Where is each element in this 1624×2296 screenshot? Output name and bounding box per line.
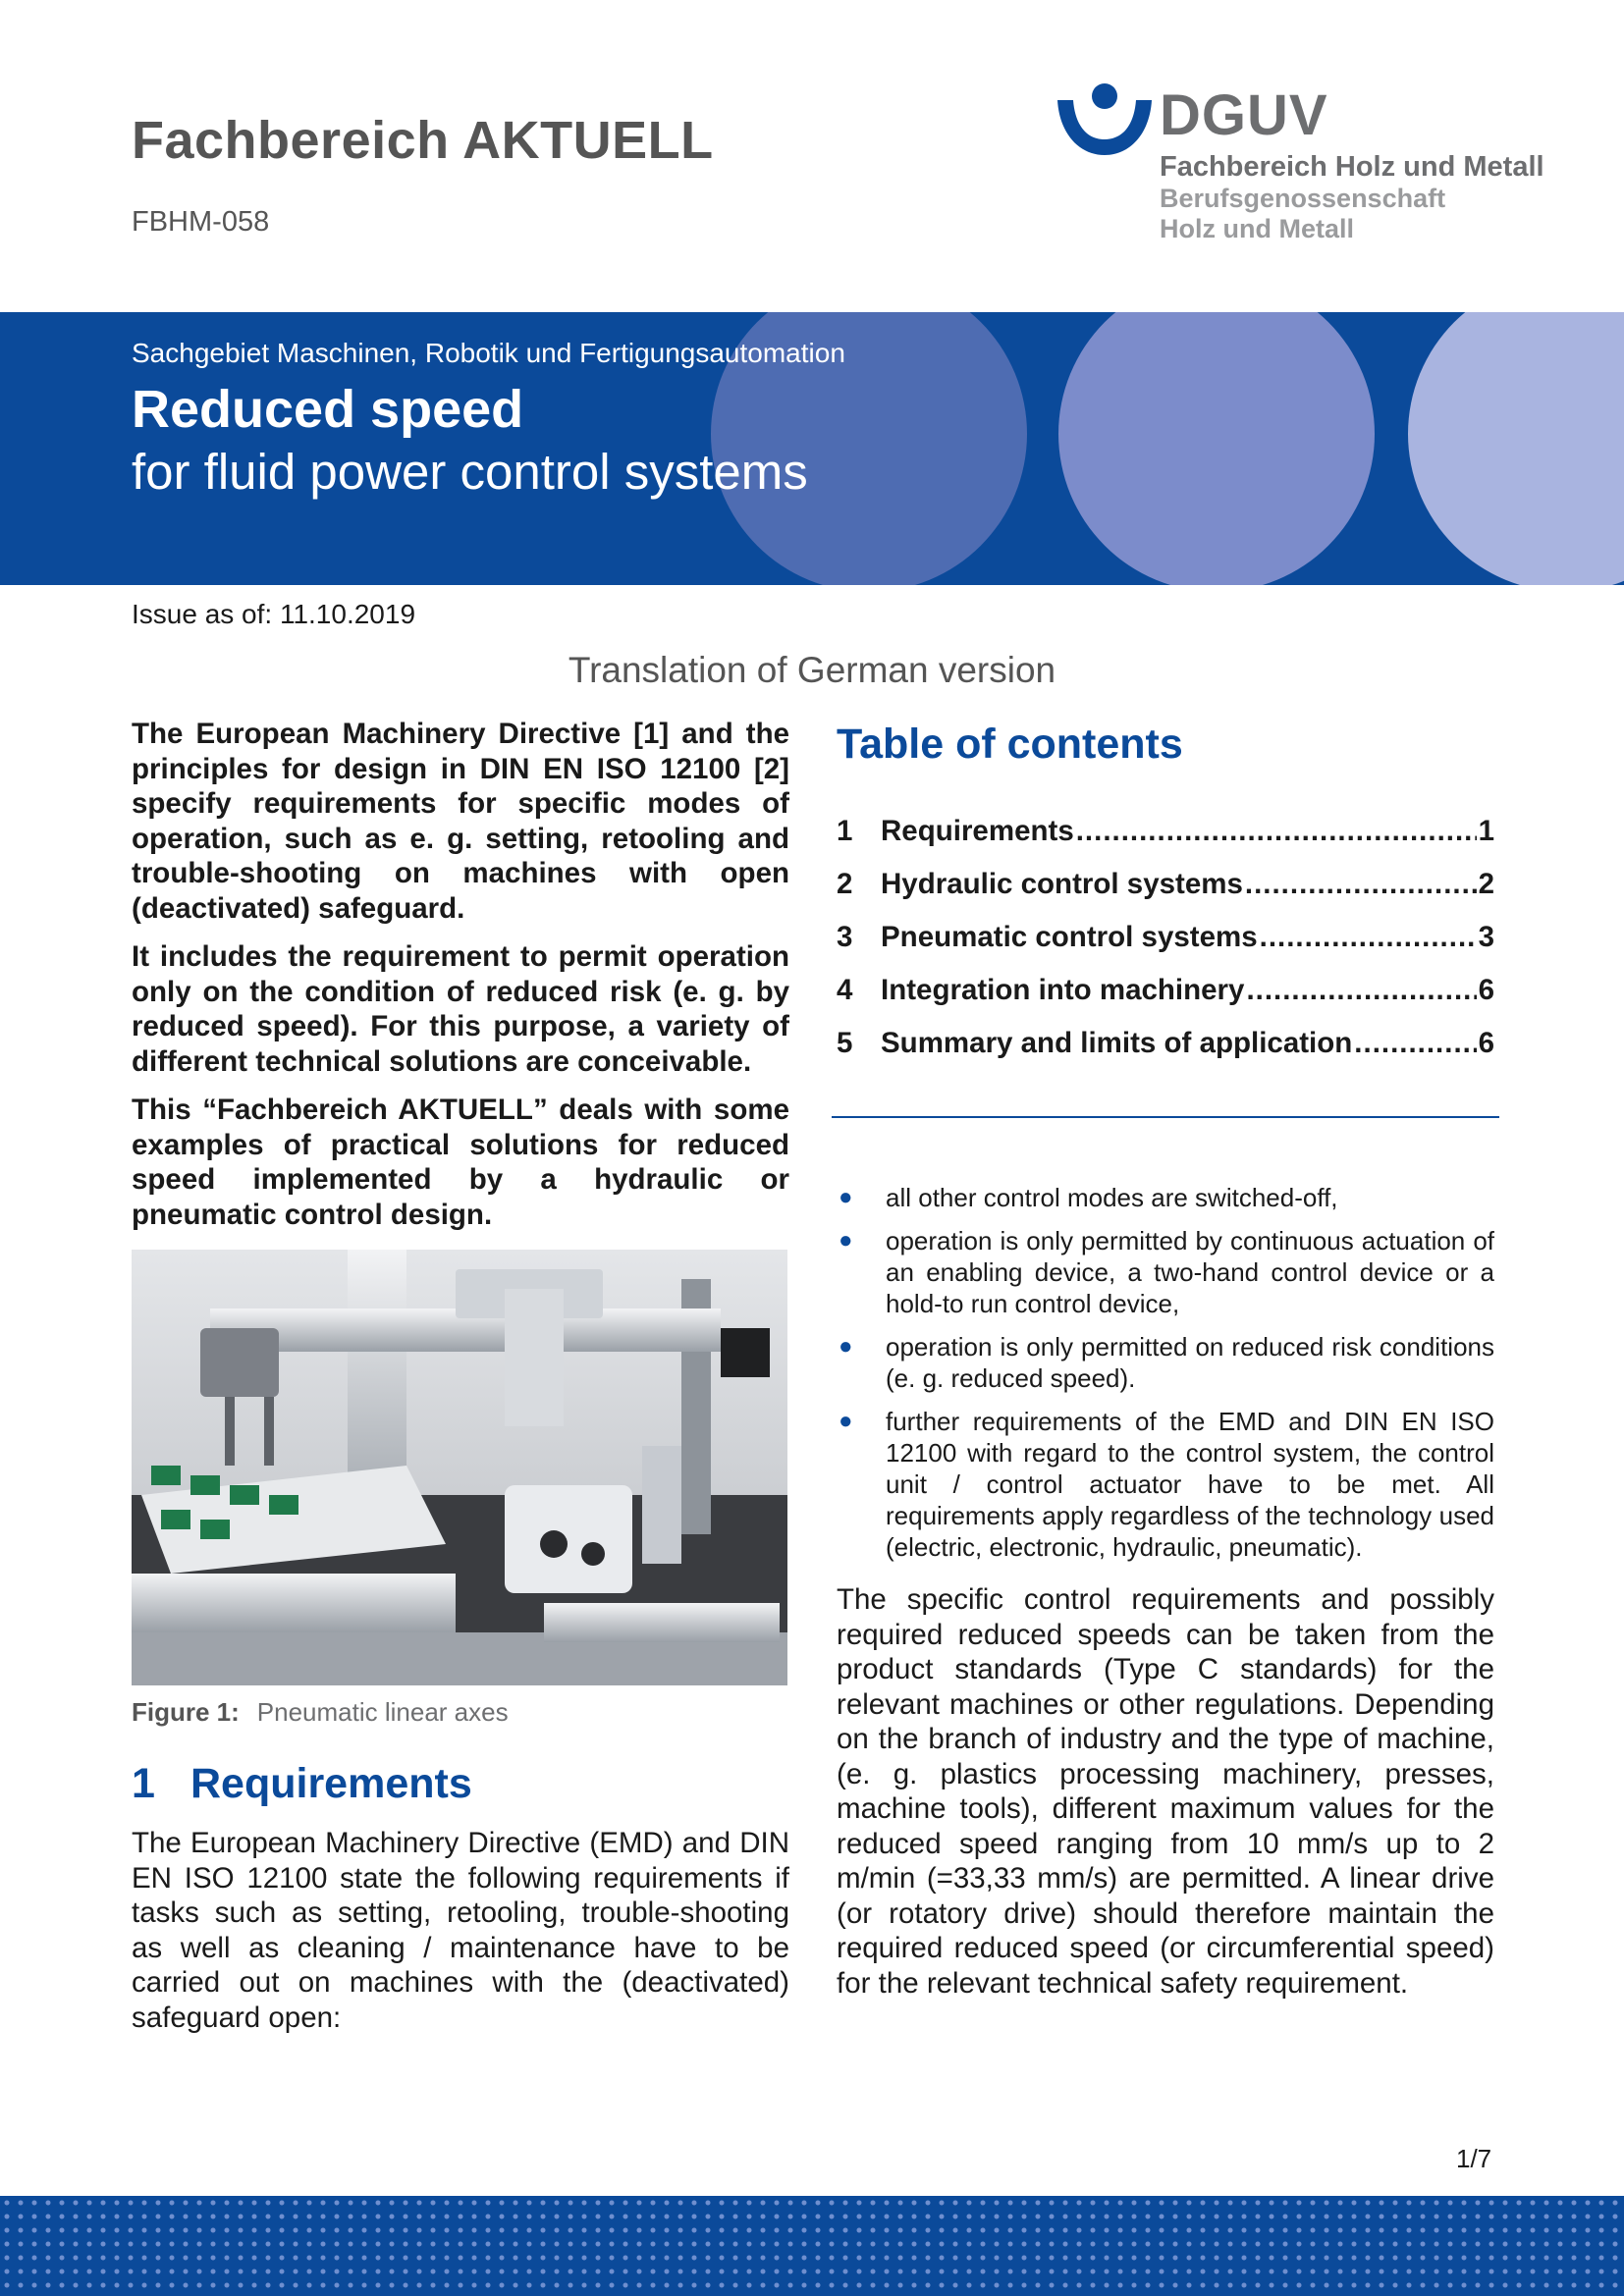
intro-paragraph: This “Fachbereich AKTUELL” deals with some examples of practical solutions for reduced speed implemented by a hydraulic or pneumatic control design. — [132, 1094, 789, 1231]
logo-line-2: Berufsgenossenschaft — [1160, 184, 1446, 213]
list-item-text: further requirements of the EMD and DIN EN ISO 12100 with regard to the control system, the control unit / control actuator have to be met. All requirements apply regardless of the technology used (electric, electronic, hydraulic, pneumatic). — [886, 1407, 1494, 1562]
toc-item-label: Summary and limits of application — [881, 1027, 1353, 1059]
title-banner — [0, 312, 1624, 585]
list-item-text: all other control modes are switched-off, — [886, 1183, 1338, 1212]
toc-leader — [1076, 815, 1477, 848]
list-item — [837, 1406, 1494, 1563]
figure-caption — [132, 1697, 509, 1728]
list-item — [837, 1182, 1494, 1213]
bullet-icon: ● — [839, 1408, 853, 1434]
list-item-text: operation is only permitted on reduced risk conditions (e. g. reduced speed). — [886, 1332, 1494, 1393]
toc-item-page: 1 — [1478, 815, 1494, 847]
pneumatic-axes-illustration — [132, 1250, 787, 1685]
section-title: Requirements — [190, 1760, 472, 1807]
toc-leader — [1245, 868, 1477, 901]
requirements-list — [837, 1182, 1494, 1575]
toc-item-number: 1 — [837, 815, 853, 847]
banner-circle-2 — [1058, 312, 1375, 585]
dguv-logo — [1054, 82, 1544, 249]
logo-brand: DGUV — [1160, 83, 1328, 147]
toc-item-number: 4 — [837, 974, 853, 1006]
intro-paragraph: It includes the requirement to permit operation only on the condition of reduced risk (e. g. by reduced speed). For this purpose, a variety of different technical solutions are conceivable. — [132, 940, 789, 1078]
toc-item-label: Integration into machinery — [881, 974, 1245, 1006]
toc-item-label: Hydraulic control systems — [881, 868, 1243, 900]
banner-circle-3 — [1408, 312, 1624, 585]
table-of-contents — [837, 815, 1494, 1080]
toc-item-page: 2 — [1478, 868, 1494, 900]
body-paragraph: The specific control requirements and possibly required reduced speeds can be taken from the product standards (Type C standards) for the relevant machines or other regulations. Depending on the branch of industry and the type of machine, (e. g. plastics processing machinery, presses, machine tools), different maximum values for the reduced speed ranging from 10 mm/s up to 2 m/min (=33,33 mm/s) are permitted. A linear drive (or rotatory drive) should therefore maintain the required reduced speed (or circumferential speed) for the relevant technical safety requirement. — [837, 1583, 1494, 2000]
figure-caption-text: Pneumatic linear axes — [256, 1697, 509, 1727]
banner-subtitle: for fluid power control systems — [132, 444, 808, 500]
dguv-logo-icon — [1054, 82, 1156, 161]
intro-paragraph: The European Machinery Directive [1] and the principles for design in DIN EN ISO 12100 [2] specify requirements for specific modes of operation, such as e. g. setting, retooling and trouble-shooting on machines with open (deactivated) safeguard. — [132, 718, 789, 925]
banner-subject: Sachgebiet Maschinen, Robotik und Fertigungsautomation — [132, 338, 845, 368]
list-item-text: operation is only permitted by continuous actuation of an enabling device, a two-hand control device or a hold-to run control device, — [886, 1226, 1494, 1318]
bullet-icon: ● — [839, 1333, 853, 1360]
banner-title: Reduced speed — [132, 380, 524, 439]
section-number: 1 — [132, 1760, 155, 1807]
toc-item[interactable] — [837, 815, 1494, 868]
document-code: FBHM-058 — [132, 206, 270, 238]
translation-note: Translation of German version — [568, 650, 1056, 690]
toc-item[interactable] — [837, 974, 1494, 1027]
logo-line-3: Holz und Metall — [1160, 214, 1354, 243]
toc-item[interactable] — [837, 1027, 1494, 1080]
toc-title: Table of contents — [837, 721, 1183, 768]
toc-item-number: 3 — [837, 921, 853, 953]
section-heading — [132, 1760, 472, 1808]
list-item — [837, 1331, 1494, 1394]
figure-label: Figure 1: — [132, 1697, 240, 1727]
toc-item-number: 2 — [837, 868, 853, 900]
intro-text — [132, 717, 789, 1246]
toc-divider — [832, 1116, 1499, 1118]
toc-leader — [1260, 921, 1477, 954]
section-body: The European Machinery Directive (EMD) and DIN EN ISO 12100 state the following requirements if tasks such as setting, retooling, trouble-shooting as well as cleaning / maintenance have to be carried out on machines with the (deactivated) safeguard open: — [132, 1827, 789, 2034]
toc-item[interactable] — [837, 921, 1494, 974]
toc-item-label: Pneumatic control systems — [881, 921, 1258, 953]
toc-item[interactable] — [837, 868, 1494, 921]
toc-item-page: 6 — [1478, 1027, 1494, 1059]
toc-item-page: 6 — [1478, 974, 1494, 1006]
toc-leader — [1246, 974, 1476, 1007]
page-number: 1/7 — [1456, 2144, 1492, 2173]
bullet-icon: ● — [839, 1184, 853, 1210]
toc-item-number: 5 — [837, 1027, 853, 1059]
list-item — [837, 1225, 1494, 1319]
footer-band — [0, 2196, 1624, 2296]
toc-item-label: Requirements — [881, 815, 1074, 847]
bullet-icon: ● — [839, 1227, 853, 1254]
issue-date: Issue as of: 11.10.2019 — [132, 599, 416, 629]
toc-item-page: 3 — [1478, 921, 1494, 953]
toc-leader — [1354, 1027, 1476, 1060]
logo-line-1: Fachbereich Holz und Metall — [1160, 151, 1544, 183]
figure-image — [132, 1250, 787, 1685]
document-series-title: Fachbereich AKTUELL — [132, 111, 714, 170]
